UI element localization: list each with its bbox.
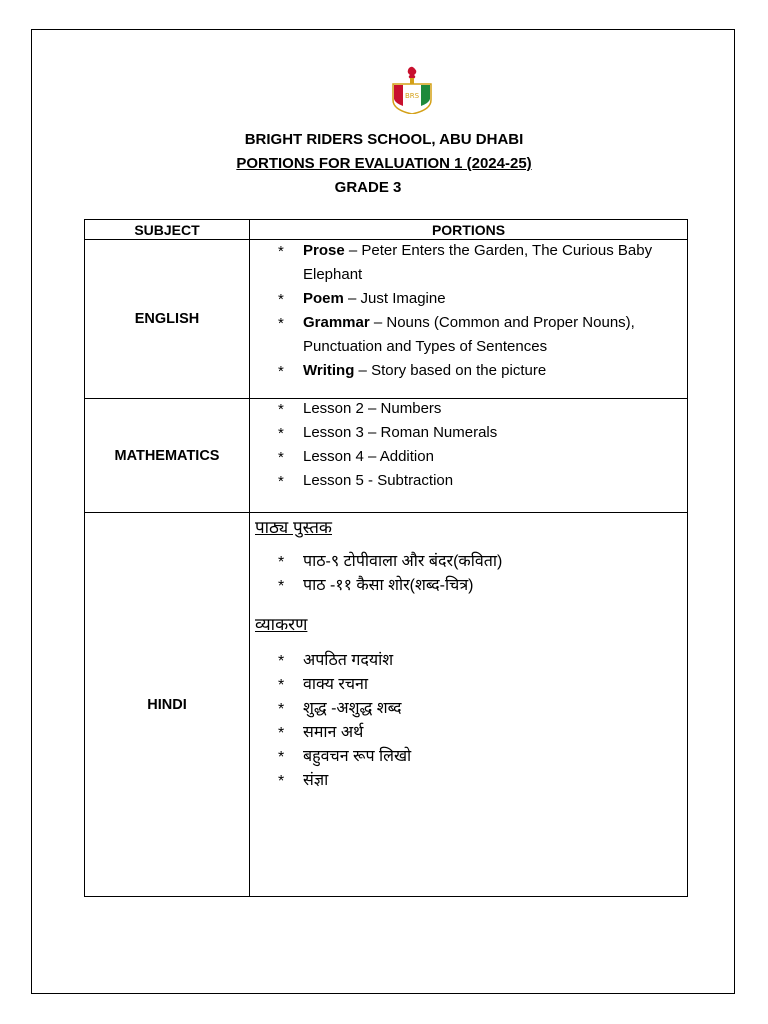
table-header-row	[85, 220, 688, 240]
list-item: * समान अर्थ	[278, 721, 687, 745]
list-item: * Lesson 3 – Roman Numerals	[278, 421, 687, 445]
list-item: * अपठित गदयांश	[278, 649, 687, 673]
list-item	[278, 239, 687, 287]
item-text: – Story based on the picture	[354, 362, 547, 379]
item-text: – Just Imagine	[343, 290, 446, 307]
list-item: * Lesson 4 – Addition	[278, 445, 687, 469]
list-item	[278, 359, 687, 383]
portions-table	[84, 219, 688, 897]
document-title: PORTIONS FOR EVALUATION 1 (2024-25)	[236, 155, 532, 172]
mathematics-row	[85, 399, 688, 513]
subject-header: SUBJECT	[85, 220, 250, 240]
list-item: * वाक्य रचना	[278, 673, 687, 697]
item-label: Poem	[303, 290, 344, 307]
english-portions	[250, 240, 688, 399]
subject-english: ENGLISH	[85, 240, 250, 399]
svg-text:BRS: BRS	[404, 92, 420, 100]
school-name: BRIGHT RIDERS SCHOOL, ABU DHABI	[244, 131, 524, 148]
hindi-portions	[250, 513, 688, 897]
list-item: * Lesson 5 - Subtraction	[278, 469, 687, 493]
subject-hindi: HINDI	[85, 513, 250, 897]
textbook-heading: पाठ्य पुस्तक	[255, 518, 332, 537]
list-item: * बहुवचन रूप लिखो	[278, 745, 687, 769]
item-text: – Peter Enters the Garden, The Curious Baby Elephant	[303, 242, 653, 283]
mathematics-portions	[250, 399, 688, 513]
item-label: Writing	[303, 362, 355, 379]
list-item	[278, 311, 687, 359]
subject-mathematics: MATHEMATICS	[85, 399, 250, 513]
list-item: * संज्ञा	[278, 769, 687, 793]
list-item: * Lesson 2 – Numbers	[278, 397, 687, 421]
list-item: * शुद्ध -अशुद्ध शब्द	[278, 697, 687, 721]
list-item: * पाठ -११ कैसा शोर(शब्द-चित्र)	[278, 574, 687, 598]
grammar-heading: व्याकरण	[255, 615, 308, 634]
list-item: * पाठ-९ टोपीवाला और बंदर(कविता)	[278, 550, 687, 574]
portions-header: PORTIONS	[250, 220, 688, 240]
item-label: Prose	[303, 242, 345, 259]
item-text: – Nouns (Common and Proper Nouns), Punctuation and Types of Sentences	[303, 314, 635, 355]
english-row	[85, 240, 688, 399]
grade-label: GRADE 3	[334, 179, 402, 196]
hindi-row	[85, 513, 688, 897]
item-label: Grammar	[303, 314, 370, 331]
list-item	[278, 287, 687, 311]
school-crest-icon	[391, 66, 433, 114]
